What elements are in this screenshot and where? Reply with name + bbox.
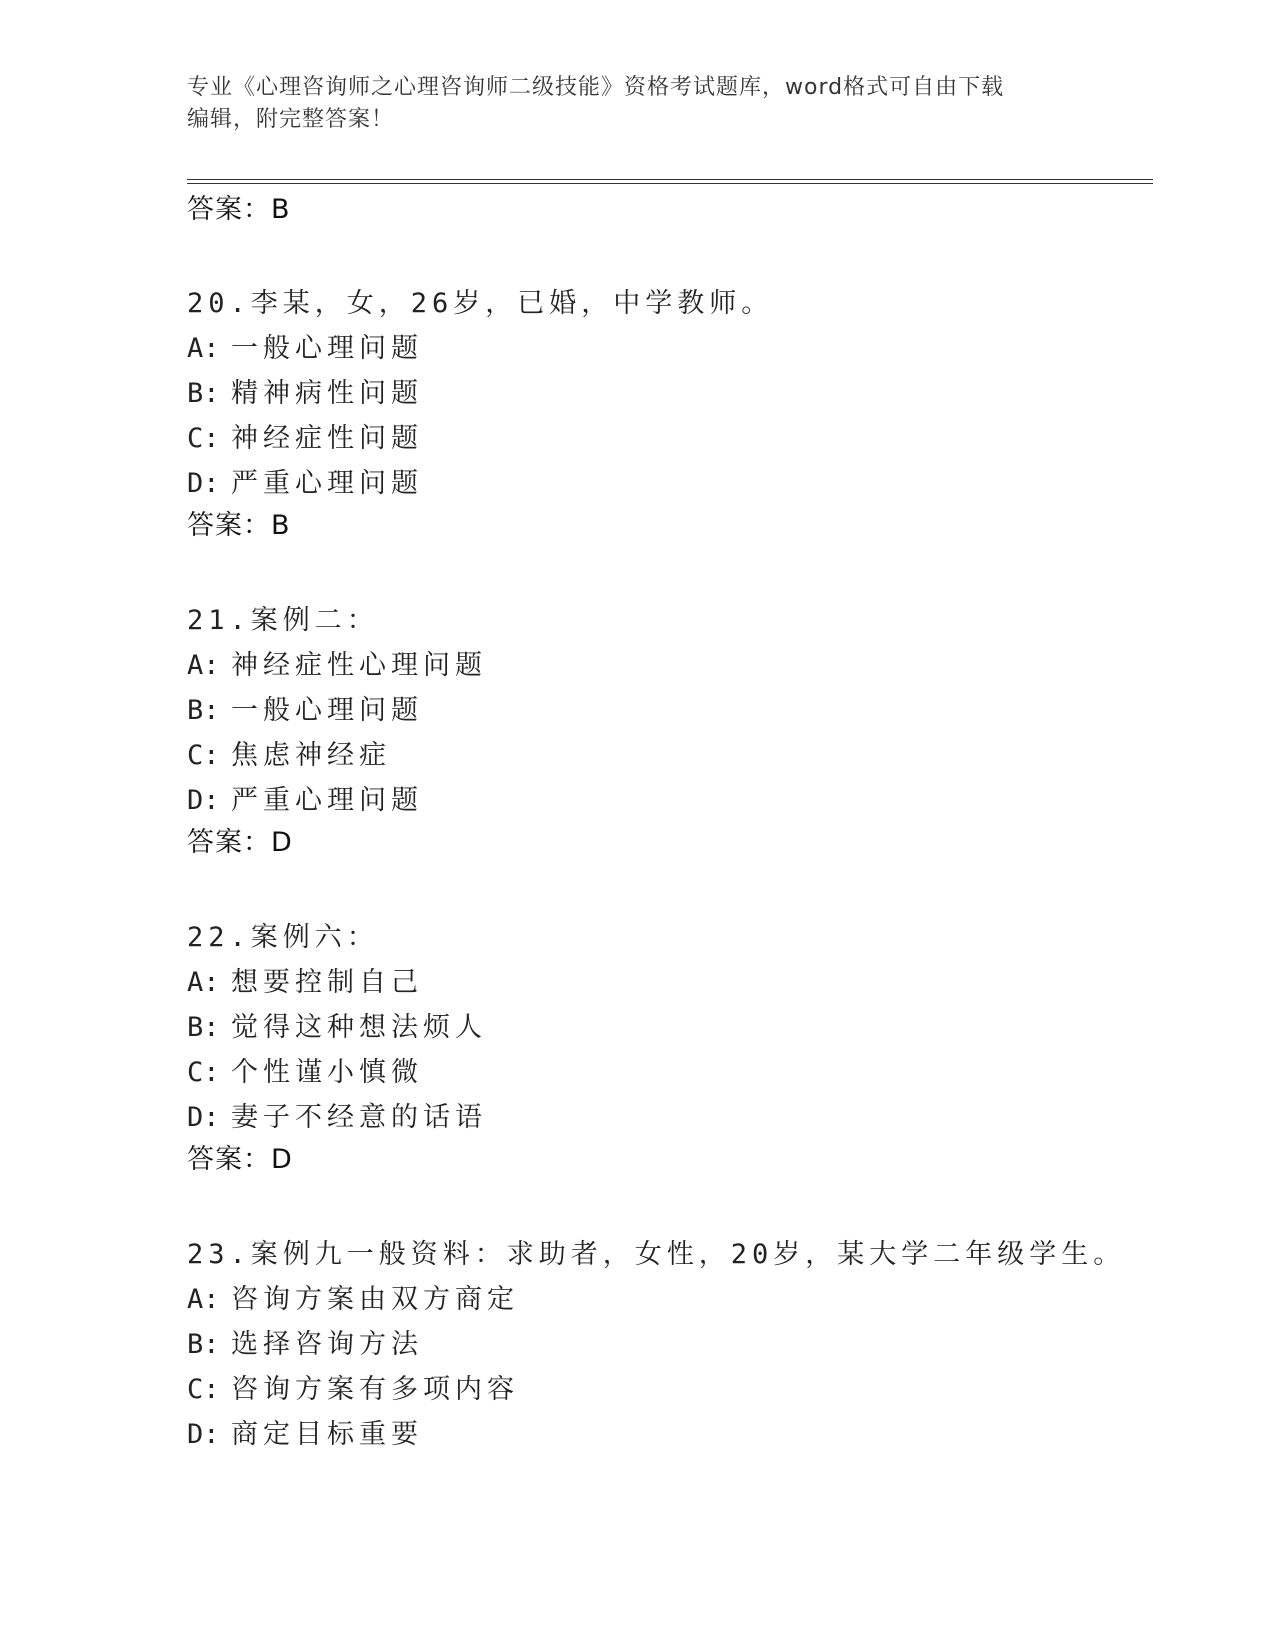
header-line-2: 编辑，附完整答案！	[187, 107, 395, 132]
option-key: D:	[187, 468, 220, 499]
option-key: B:	[187, 1012, 220, 1043]
option-a	[187, 1277, 1187, 1322]
option-text: 商定目标重要	[231, 1419, 423, 1450]
option-text: 咨询方案由双方商定	[231, 1284, 519, 1315]
question-item	[187, 598, 1187, 863]
document-header	[187, 72, 1067, 136]
option-d	[187, 778, 1187, 823]
question-answer: 答案：D	[187, 827, 293, 858]
option-text: 咨询方案有多项内容	[231, 1374, 519, 1405]
option-text: 严重心理问题	[231, 468, 423, 499]
option-d	[187, 1095, 1187, 1140]
option-text: 一般心理问题	[231, 333, 423, 364]
option-b	[187, 688, 1187, 733]
option-key: A:	[187, 967, 220, 998]
question-title: 20.李某，女，26岁，已婚，中学教师。	[187, 288, 774, 319]
option-key: B:	[187, 1329, 220, 1360]
option-key: B:	[187, 695, 220, 726]
option-a	[187, 643, 1187, 688]
option-key: D:	[187, 1102, 220, 1133]
option-c	[187, 733, 1187, 778]
option-text: 想要控制自己	[231, 967, 423, 998]
option-key: B:	[187, 378, 220, 409]
question-item	[187, 1232, 1187, 1457]
header-line-1: 专业《心理咨询师之心理咨询师二级技能》资格考试题库，word格式可自由下载	[187, 75, 1005, 100]
option-text: 一般心理问题	[231, 695, 423, 726]
option-text: 严重心理问题	[231, 785, 423, 816]
question-title: 21.案例二：	[187, 605, 379, 636]
option-c	[187, 416, 1187, 461]
option-text: 神经症性心理问题	[231, 650, 487, 681]
option-d	[187, 1412, 1187, 1457]
option-key: D:	[187, 785, 220, 816]
question-answer: 答案：D	[187, 1144, 293, 1175]
option-text: 妻子不经意的话语	[231, 1102, 487, 1133]
option-key: D:	[187, 1419, 220, 1450]
option-d	[187, 461, 1187, 506]
option-text: 焦虑神经症	[231, 740, 391, 771]
option-c	[187, 1050, 1187, 1095]
option-text: 精神病性问题	[231, 378, 423, 409]
option-key: A:	[187, 650, 220, 681]
option-b	[187, 1005, 1187, 1050]
option-text: 选择咨询方法	[231, 1329, 423, 1360]
previous-question-answer: 答案：B	[187, 194, 291, 225]
question-answer: 答案：B	[187, 510, 291, 541]
option-key: C:	[187, 740, 220, 771]
option-key: C:	[187, 1057, 220, 1088]
option-c	[187, 1367, 1187, 1412]
option-key: A:	[187, 333, 220, 364]
option-a	[187, 326, 1187, 371]
option-text: 觉得这种想法烦人	[231, 1012, 487, 1043]
option-b	[187, 371, 1187, 416]
option-text: 神经症性问题	[231, 423, 423, 454]
question-list	[187, 281, 1187, 1509]
question-item	[187, 281, 1187, 546]
option-text: 个性谨小慎微	[231, 1057, 423, 1088]
option-key: A:	[187, 1284, 220, 1315]
option-b	[187, 1322, 1187, 1367]
header-divider	[187, 179, 1153, 184]
option-key: C:	[187, 1374, 220, 1405]
question-title: 22.案例六：	[187, 922, 379, 953]
question-title: 23.案例九一般资料：求助者，女性，20岁，某大学二年级学生。	[187, 1239, 1126, 1270]
option-a	[187, 960, 1187, 1005]
question-item	[187, 915, 1187, 1180]
option-key: C:	[187, 423, 220, 454]
